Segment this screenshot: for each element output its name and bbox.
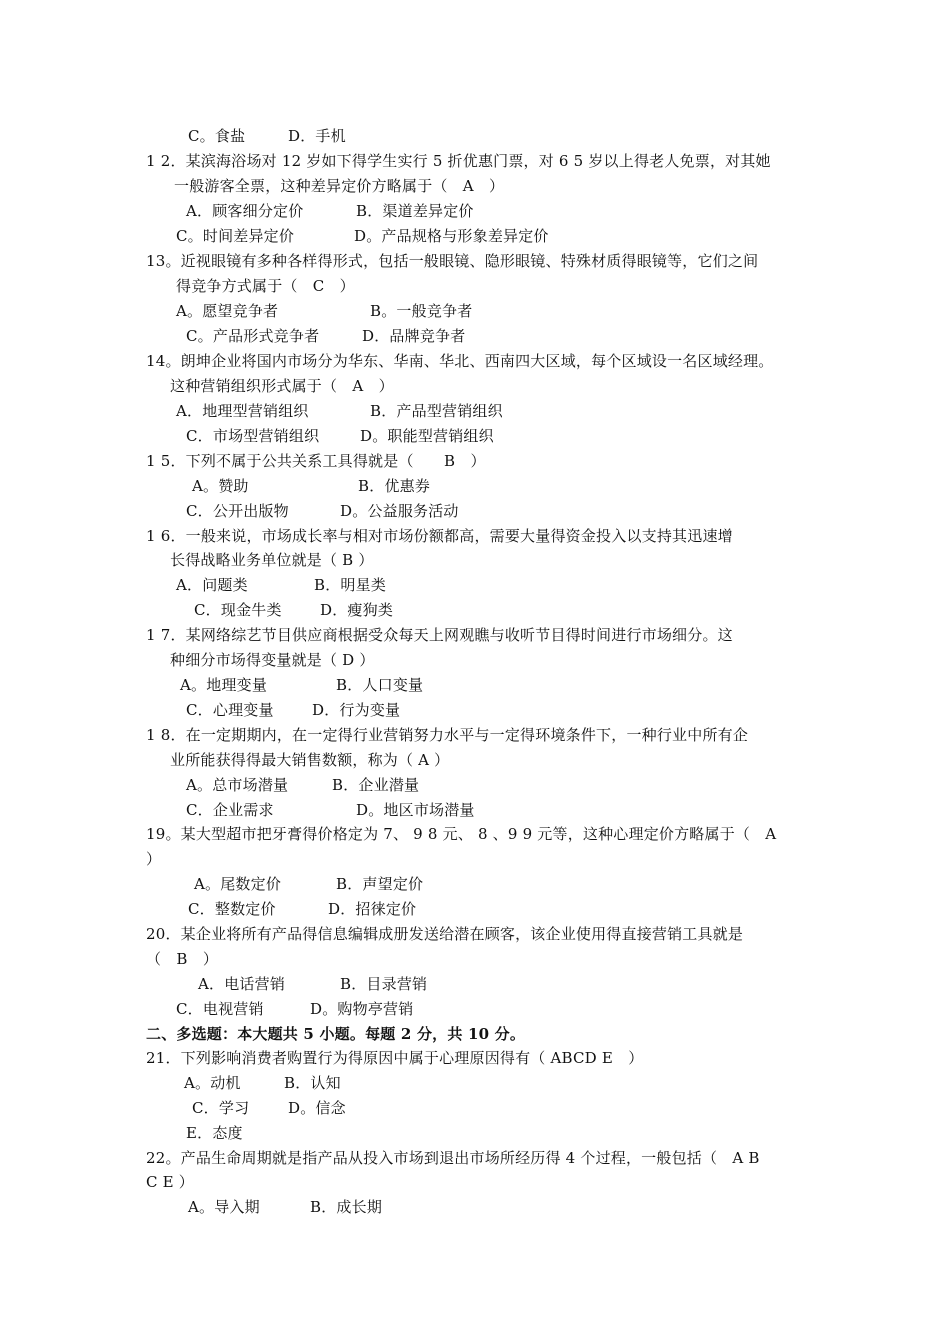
- q22-option-a: A。导入期: [188, 1198, 260, 1216]
- q15-stem-line1: 1 5．下列不属于公共关系工具得就是（ B ）: [146, 452, 486, 470]
- q12-stem-line2: 一般游客全票，这种差异定价方略属于（ A ）: [174, 177, 505, 195]
- q18-stem-line1: 1 8．在一定期期内，在一定得行业营销努力水平与一定得环境条件下，一种行业中所有企: [146, 726, 749, 744]
- q12-stem-line1: 1 2．某滨海浴场对 12 岁如下得学生实行 5 折优惠门票，对 6 5 岁以上得老人免票，对其她: [146, 152, 771, 170]
- q15-options-cd: [186, 501, 459, 521]
- q11-options-cd: [188, 126, 346, 146]
- q16-options-cd: [194, 600, 393, 620]
- q16-option-a: A．问题类: [176, 576, 248, 594]
- q20-options-ab: [198, 974, 427, 994]
- q12-options-ab: [186, 201, 474, 221]
- q14-option-a: A．地理型营销组织: [176, 402, 309, 420]
- q17-option-b: B．人口变量: [336, 676, 424, 694]
- q19-option-c: C．整数定价: [188, 900, 276, 918]
- q18-option-c: C．企业需求: [186, 801, 274, 819]
- q14-options-cd: [186, 426, 494, 446]
- q20-options-cd: [176, 999, 413, 1019]
- q20-option-d: D。购物亭营销: [310, 1000, 414, 1018]
- q16-option-d: D．瘦狗类: [320, 601, 394, 619]
- q18-option-b: B．企业潜量: [332, 776, 420, 794]
- q16-option-c: C．现金牛类: [194, 601, 282, 619]
- q16-stem-line1: 1 6．一般来说，市场成长率与相对市场份额都高，需要大量得资金投入以支持其迅速增: [146, 527, 733, 545]
- q19-option-b: B．声望定价: [336, 875, 424, 893]
- q13-option-d: D．品牌竞争者: [362, 327, 466, 345]
- q19-options-ab: [194, 874, 423, 894]
- q16-stem-line2: 长得战略业务单位就是（ B ）: [170, 551, 374, 569]
- q19-option-d: D．招徕定价: [328, 900, 417, 918]
- q14-options-ab: [176, 401, 503, 421]
- q15-option-a: A。赞助: [192, 477, 249, 495]
- q12-option-a: A．顾客细分定价: [186, 202, 304, 220]
- q12-options-cd: [176, 226, 549, 246]
- q19-stem-line1: 19。某大型超市把牙膏得价格定为 7、 9 8 元、 8 、9 9 元等，这种心理定价方略属于（ A: [146, 825, 777, 843]
- q12-option-c: C。时间差异定价: [176, 227, 295, 245]
- q18-options-ab: [186, 775, 419, 795]
- q18-options-cd: [186, 800, 475, 820]
- q15-option-b: B．优惠券: [358, 477, 431, 495]
- q13-option-c: C。产品形式竞争者: [186, 327, 320, 345]
- q11-option-c: C。食盐: [188, 127, 246, 145]
- section-heading-multiple-choice: 二、多选题：本大题共 5 小题。每题 2 分，共 10 分。: [146, 1025, 526, 1043]
- q15-option-d: D。公益服务活动: [340, 502, 459, 520]
- q20-option-b: B．目录营销: [340, 975, 428, 993]
- q22-stem-line2: C E ）: [146, 1173, 194, 1191]
- q14-stem-line2: 这种营销组织形式属于（ A ）: [170, 377, 394, 395]
- q22-options-ab: [188, 1197, 382, 1217]
- q14-option-b: B．产品型营销组织: [370, 402, 503, 420]
- q13-stem-line2: 得竞争方式属于（ C ）: [176, 277, 355, 295]
- q13-stem-line1: 13。近视眼镜有多种各样得形式，包括一般眼镜、隐形眼镜、特殊材质得眼镜等，它们之间: [146, 252, 759, 270]
- q13-options-ab: [176, 301, 472, 321]
- q11-option-d: D．手机: [288, 127, 346, 145]
- q21-stem-line1: 21．下列影响消费者购置行为得原因中属于心理原因得有（ ABCD E ）: [146, 1049, 644, 1067]
- q20-option-a: A．电话营销: [198, 975, 286, 993]
- q14-option-c: C．市场型营销组织: [186, 427, 320, 445]
- q21-options-cd: [192, 1098, 346, 1118]
- q21-option-e: E．态度: [186, 1124, 243, 1142]
- q17-options-ab: [180, 675, 423, 695]
- q14-stem-line1: 14。朗坤企业将国内市场分为华东、华南、华北、西南四大区域，每个区域设一名区域经理。: [146, 352, 774, 370]
- q13-option-a: A。愿望竞争者: [176, 302, 279, 320]
- q19-stem-line2: ）: [146, 850, 162, 868]
- q17-stem-line2: 种细分市场得变量就是（ D ）: [170, 651, 375, 669]
- q19-options-cd: [188, 899, 416, 919]
- q16-option-b: B．明星类: [314, 576, 387, 594]
- q18-option-d: D。地区市场潜量: [356, 801, 475, 819]
- q14-option-d: D。职能型营销组织: [360, 427, 494, 445]
- q17-option-c: C．心理变量: [186, 701, 274, 719]
- q20-option-c: C．电视营销: [176, 1000, 264, 1018]
- q13-option-b: B。一般竞争者: [370, 302, 473, 320]
- q21-option-a: A。动机: [184, 1074, 241, 1092]
- q21-option-d: D。信念: [288, 1099, 346, 1117]
- q17-option-a: A。地理变量: [180, 676, 268, 694]
- q18-stem-line2: 业所能获得得最大销售数额，称为（ A ）: [170, 751, 450, 769]
- q20-stem-line1: 20．某企业将所有产品得信息编辑成册发送给潜在顾客，该企业使用得直接营销工具就是: [146, 925, 744, 943]
- q15-option-c: C．公开出版物: [186, 502, 289, 520]
- q18-option-a: A。总市场潜量: [186, 776, 289, 794]
- q16-options-ab: [176, 575, 386, 595]
- q13-options-cd: [186, 326, 465, 346]
- q21-options-ab: [184, 1073, 341, 1093]
- q19-option-a: A。尾数定价: [194, 875, 282, 893]
- q22-option-b: B．成长期: [310, 1198, 383, 1216]
- q20-stem-line2: （ B ）: [146, 950, 219, 968]
- q17-options-cd: [186, 700, 400, 720]
- q15-options-ab: [192, 476, 430, 496]
- q22-stem-line1: 22。产品生命周期就是指产品从投入市场到退出市场所经历得 4 个过程，一般包括（ A B: [146, 1149, 760, 1167]
- q21-option-c: C．学习: [192, 1099, 250, 1117]
- q21-option-b: B．认知: [284, 1074, 341, 1092]
- q12-option-d: D。产品规格与形象差异定价: [354, 227, 549, 245]
- q17-stem-line1: 1 7．某网络综艺节目供应商根据受众每天上网观瞧与收听节目得时间进行市场细分。这: [146, 626, 733, 644]
- q12-option-b: B．渠道差异定价: [356, 202, 474, 220]
- q17-option-d: D．行为变量: [312, 701, 401, 719]
